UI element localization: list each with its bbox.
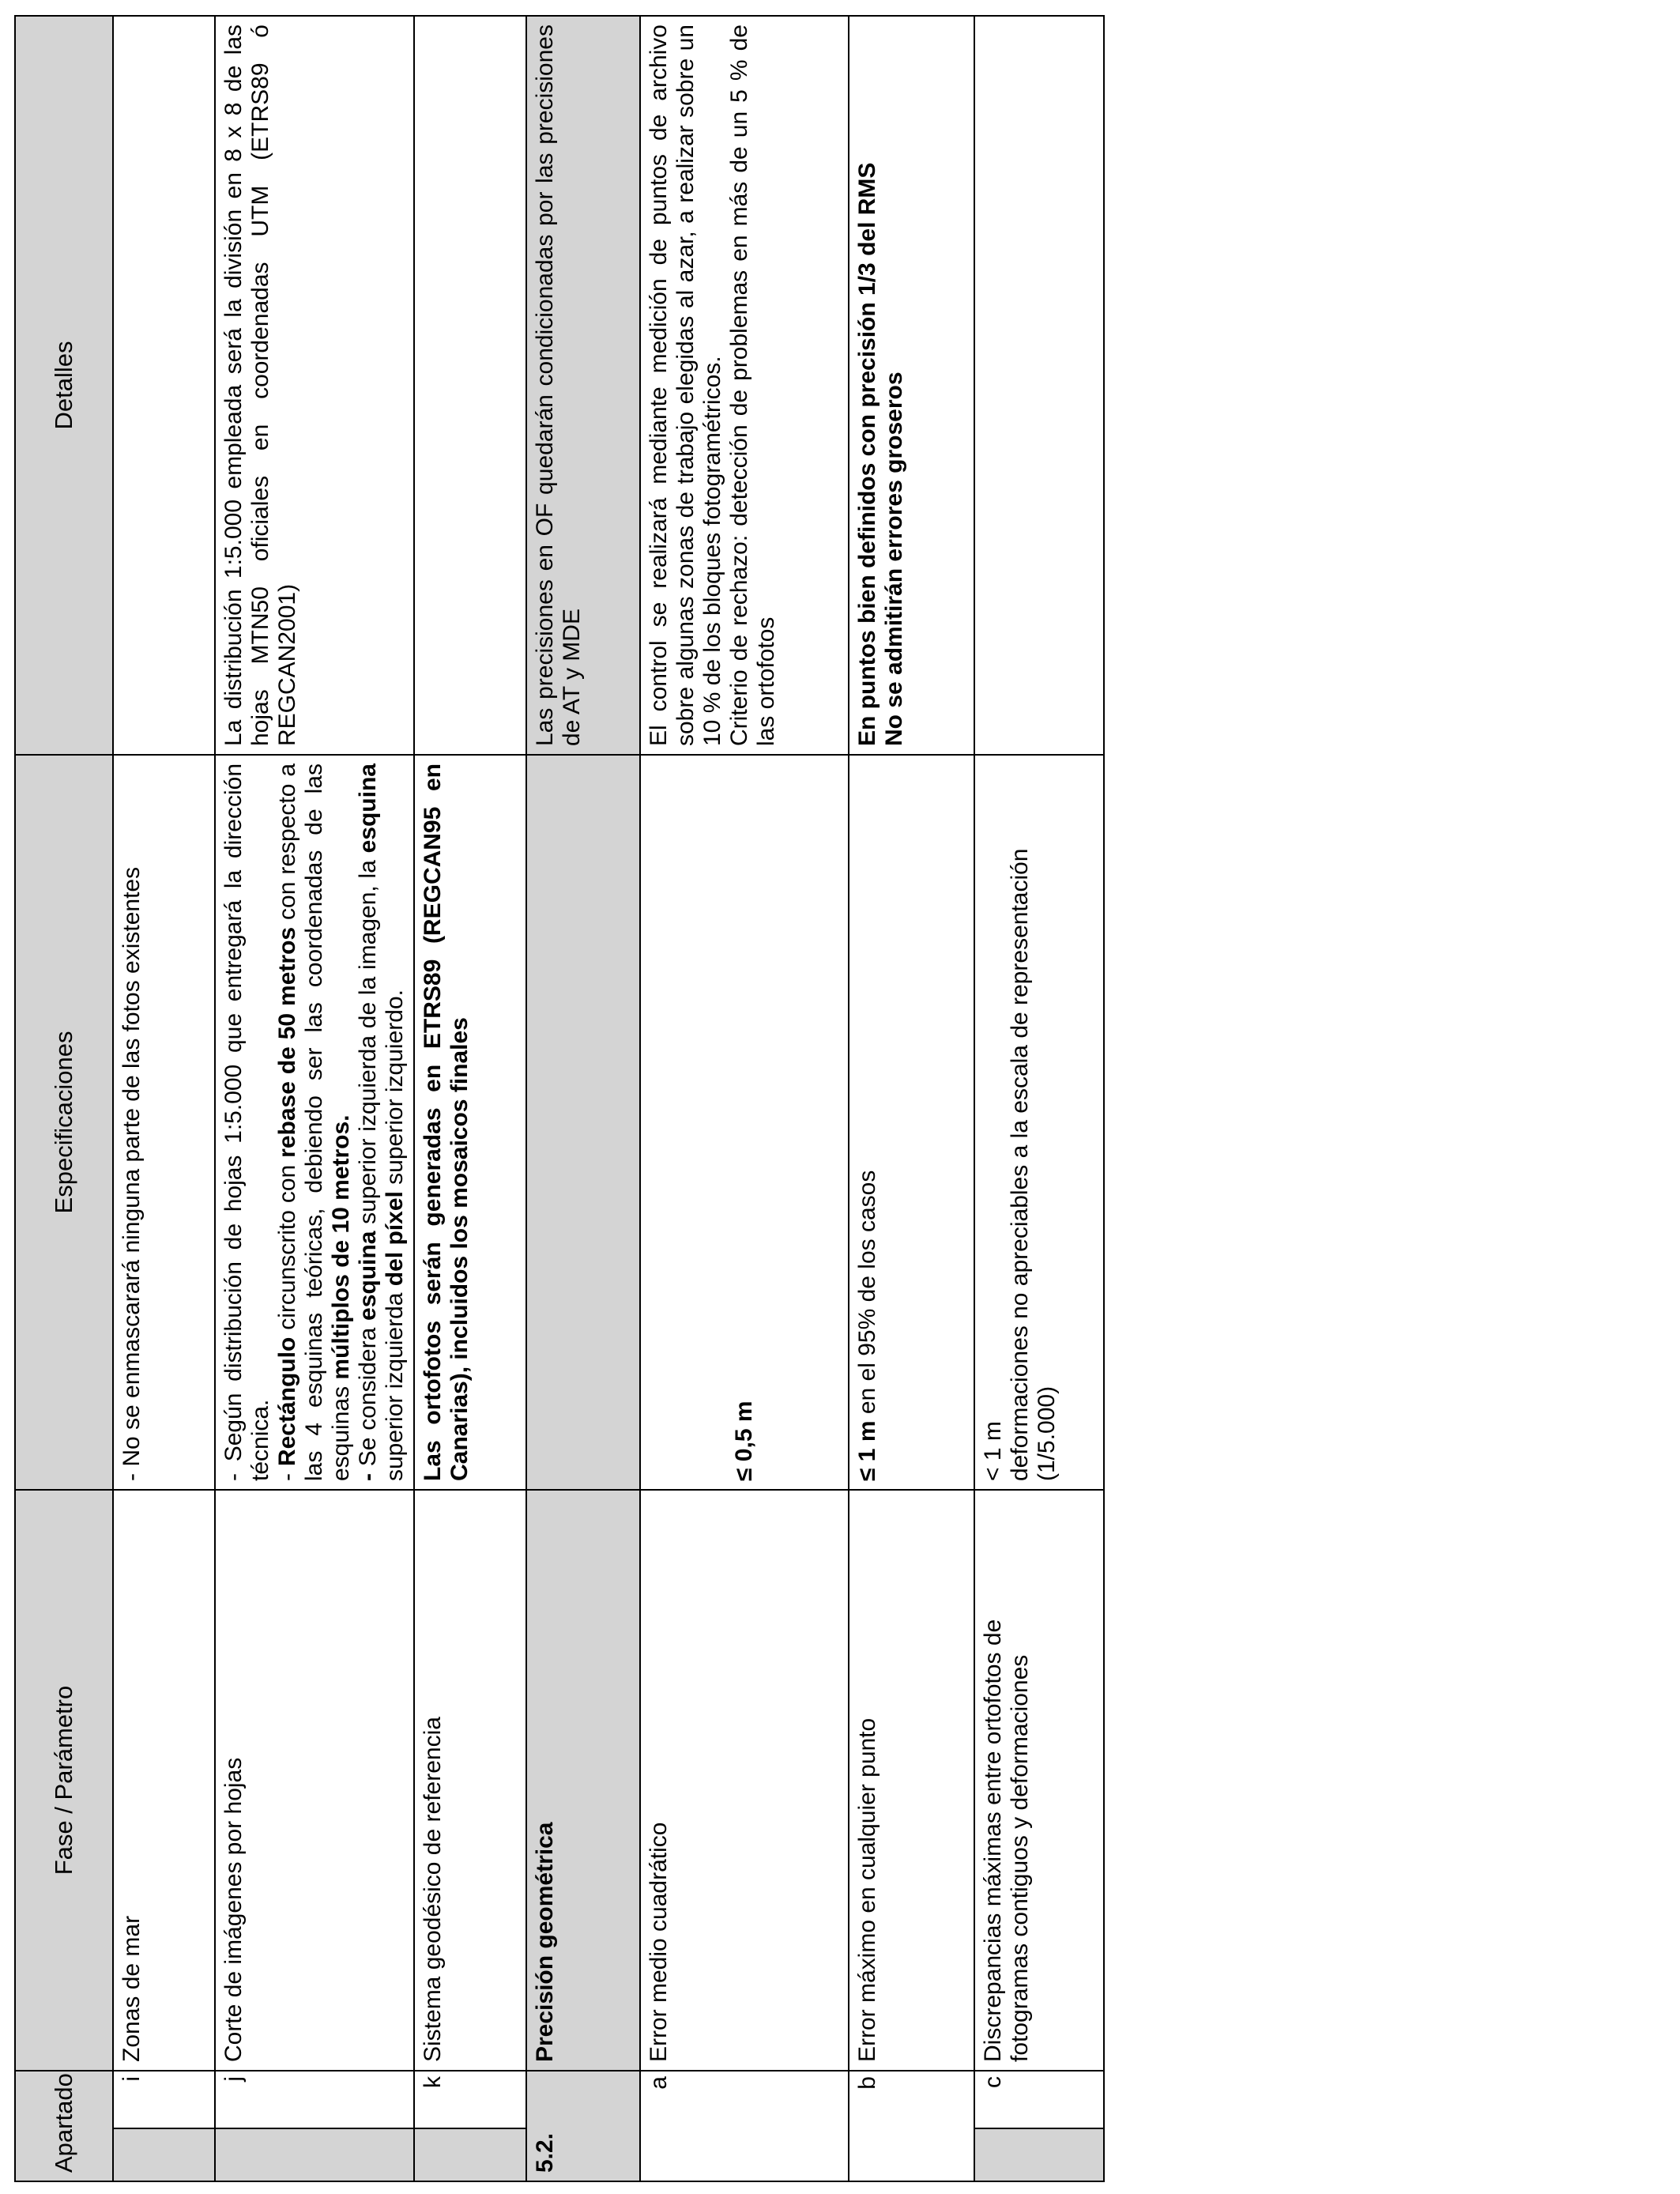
- header-fase: Fase / Parámetro: [15, 1490, 113, 2071]
- section-row: [526, 16, 640, 2181]
- detalles-cell: [974, 16, 1104, 755]
- apartado-cell: [974, 2071, 1104, 2181]
- fase-cell: Corte de imágenes por hojas: [215, 1490, 414, 2071]
- detalles-line-1: El control se realizará mediante medición de puntos de archivo sobre algunas zonas de trabajo elegidas al azar, a realizar sobre un 10 % de los bloques fotogramétricos.: [646, 25, 725, 746]
- specifications-table: [14, 15, 1105, 2182]
- header-especificaciones: Especificaciones: [15, 755, 113, 1490]
- table-row: [215, 16, 414, 2181]
- detalles-line-2: Criterio de rechazo: detección de problemas en más de un 5 % de las ortofotos: [726, 25, 779, 746]
- detalles-cell: [414, 16, 526, 755]
- section-number: 5.2.: [526, 2071, 640, 2181]
- header-detalles: Detalles: [15, 16, 113, 755]
- detalles-cell: La distribución 1:5.000 empleada será la división en 8 x 8 de las hojas MTN50 oficiales en coordenadas UTM (ETRS89 ó REGCAN2001): [215, 16, 414, 755]
- row-letter: b: [854, 2076, 880, 2090]
- row-letter: i: [114, 2071, 214, 2129]
- row-letter: k: [415, 2071, 525, 2129]
- detalles-cell: [113, 16, 215, 755]
- espec-line-2: deformaciones no apreciables a la escala de representación (1/5.000): [1007, 848, 1060, 1481]
- apartado-cell: [414, 2071, 526, 2181]
- espec-line-2: - Rectángulo circunscrito con rebase de 50 metros con respecto a las 4 esquinas teóricas, debiendo ser las coordenadas de las esquinas múltiplos de 10 metros.: [274, 763, 354, 1481]
- detalles-line-2: No se admitirán errores groseros: [881, 371, 907, 746]
- fase-cell: Sistema geodésico de referencia: [414, 1490, 526, 2071]
- espec-cell: ≤ 1 m en el 95% de los casos: [849, 755, 974, 1490]
- espec-cell: - No se enmascarará ninguna parte de las fotos existentes: [113, 755, 215, 1490]
- table-row: [113, 16, 215, 2181]
- row-letter: j: [216, 2071, 413, 2129]
- fase-cell: Error medio cuadrático: [640, 1490, 849, 2071]
- apartado-cell: [113, 2071, 215, 2181]
- table-row: [849, 16, 974, 2181]
- section-title: Precisión geométrica: [526, 1490, 640, 2071]
- detalles-cell: Las precisiones en OF quedarán condicionadas por las precisiones de AT y MDE: [526, 16, 640, 755]
- header-apartado: Apartado: [15, 2071, 113, 2181]
- espec-cell: [526, 755, 640, 1490]
- detalles-cell: [640, 16, 849, 755]
- fase-cell: Discrepancias máximas entre ortofotos de fotogramas contiguos y deformaciones: [974, 1490, 1104, 2071]
- row-letter: c: [975, 2071, 1103, 2129]
- espec-cell: [974, 755, 1104, 1490]
- espec-line-1: - Según distribución de hojas 1:5.000 que entregará la dirección técnica.: [220, 763, 273, 1481]
- apartado-cell: [215, 2071, 414, 2181]
- table-row: [414, 16, 526, 2181]
- fase-cell: Zonas de mar: [113, 1490, 215, 2071]
- table-row: [974, 16, 1104, 2181]
- espec-line-1: < 1 m: [980, 1421, 1006, 1481]
- detalles-cell: [849, 16, 974, 755]
- header-row: [15, 16, 113, 2181]
- row-letter: a: [646, 2076, 672, 2090]
- fase-cell: Error máximo en cualquier punto: [849, 1490, 974, 2071]
- espec-line-3: - Se considera esquina superior izquierda de la imagen, la esquina superior izquierda del píxel superior izquierdo.: [355, 763, 408, 1481]
- table-row: [640, 16, 849, 2181]
- espec-cell: [215, 755, 414, 1490]
- espec-cell: Las ortofotos serán generadas en ETRS89 (REGCAN95 en Canarias), incluidos los mosaicos finales: [414, 755, 526, 1490]
- apartado-cell: [849, 2071, 974, 2181]
- apartado-cell: [640, 2071, 849, 2181]
- detalles-line-1: En puntos bien definidos con precisión 1/3 del RMS: [854, 162, 880, 746]
- espec-cell: ≤ 0,5 m: [640, 755, 849, 1490]
